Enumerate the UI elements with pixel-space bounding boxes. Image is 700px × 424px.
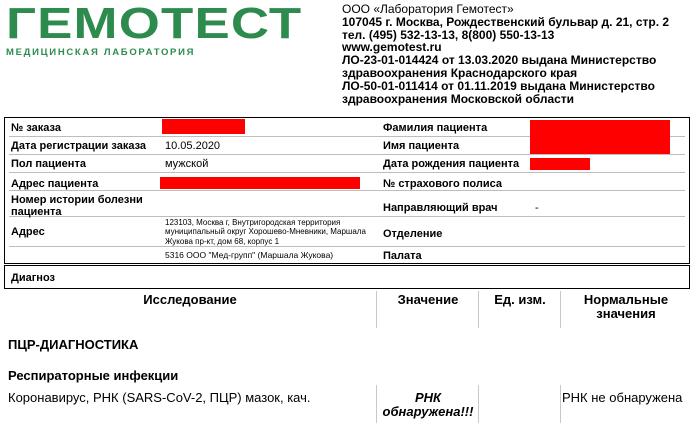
row-divider xyxy=(9,154,685,155)
registration-date-value: 10.05.2020 xyxy=(165,140,221,152)
ward-label: Палата xyxy=(383,250,422,262)
clinic-name-value: 5316 ООО "Мед-групп" (Маршала Жукова) xyxy=(165,250,334,260)
header-norm-line-1: Нормальные xyxy=(583,292,669,307)
redacted-patient-address xyxy=(160,177,360,189)
lab-address: 107045 г. Москва, Рождественский бульвар д. 21, стр. 2 xyxy=(342,14,670,29)
row-divider xyxy=(9,216,685,217)
redacted-patient-name xyxy=(530,136,670,154)
subsection-title: Респираторные инфекции xyxy=(8,368,179,383)
row-divider xyxy=(9,172,685,173)
history-number-label-line-1: Номер истории болезни xyxy=(11,194,143,206)
result-value xyxy=(378,391,478,419)
license-1-line-2: здравоохранения Краснодарского края xyxy=(342,65,578,80)
row-divider xyxy=(9,246,685,247)
diagnosis-label: Диагноз xyxy=(11,272,55,284)
history-number-label-line-2: пациента xyxy=(11,206,62,218)
clinic-address-label: Адрес xyxy=(11,226,45,238)
result-value-line-1: РНК xyxy=(414,390,442,405)
logo-wordmark: ГЕМОТЕСТ xyxy=(6,0,303,48)
referring-doctor-value: - xyxy=(535,202,539,214)
lab-logo xyxy=(6,0,303,58)
column-divider xyxy=(560,291,561,328)
test-name: Коронавирус, РНК (SARS-CoV-2, ПЦР) мазок, кач. xyxy=(8,390,311,405)
patient-sex-label: Пол пациента xyxy=(11,158,86,170)
department-label: Отделение xyxy=(383,228,443,240)
patient-sex-value: мужской xyxy=(165,158,209,170)
patient-name-label: Имя пациента xyxy=(383,140,460,152)
redacted-order-number xyxy=(162,119,245,134)
logo-subtitle: МЕДИЦИНСКАЯ ЛАБОРАТОРИЯ xyxy=(6,47,196,58)
redacted-patient-surname xyxy=(530,120,670,136)
lab-name: ООО «Лаборатория Гемотест» xyxy=(342,2,514,16)
lab-website: www.gemotest.ru xyxy=(342,40,442,55)
diagnosis-box xyxy=(4,265,690,289)
license-2-line-2: здравоохранения Московской области xyxy=(342,91,575,106)
column-divider xyxy=(560,385,561,423)
column-divider xyxy=(376,385,377,423)
order-number-label: № заказа xyxy=(11,122,61,134)
patient-address-label: Адрес пациента xyxy=(11,178,99,190)
header-value: Значение xyxy=(397,292,459,307)
lab-info xyxy=(342,3,692,105)
birth-date-label: Дата рождения пациента xyxy=(383,158,520,170)
result-value-line-2: обнаружена!!! xyxy=(382,404,474,419)
lab-phones: тел. (495) 532-13-13, 8(800) 550-13-13 xyxy=(342,27,555,42)
header-norm xyxy=(562,293,690,321)
normal-value: РНК не обнаружена xyxy=(562,390,683,405)
redacted-birth-date xyxy=(530,158,590,170)
patient-surname-label: Фамилия пациента xyxy=(383,122,488,134)
clinic-address-value: 123103, Москва г, Внутригородская территория муниципальный округ Хорошево-Мневники, Маршала Жукова пр-кт, дом 68, корпус 1 xyxy=(165,218,366,246)
insurance-policy-label: № страхового полиса xyxy=(383,178,502,190)
referring-doctor-label: Направляющий врач xyxy=(383,202,498,214)
row-divider xyxy=(9,190,685,191)
column-divider xyxy=(478,385,479,423)
patient-info-box xyxy=(4,117,690,264)
column-divider xyxy=(478,291,479,328)
header-test: Исследование xyxy=(143,292,237,307)
section-title: ПЦР-ДИАГНОСТИКА xyxy=(8,337,139,352)
column-divider xyxy=(376,291,377,328)
header-norm-line-2: значения xyxy=(596,306,656,321)
license-1-line-1: ЛО-23-01-014424 от 13.03.2020 выдана Министерство xyxy=(342,53,657,68)
registration-date-label: Дата регистрации заказа xyxy=(11,140,147,152)
license-2-line-1: ЛО-50-01-011414 от 01.11.2019 выдана Министерство xyxy=(342,78,655,93)
header-unit: Ед. изм. xyxy=(494,292,546,307)
